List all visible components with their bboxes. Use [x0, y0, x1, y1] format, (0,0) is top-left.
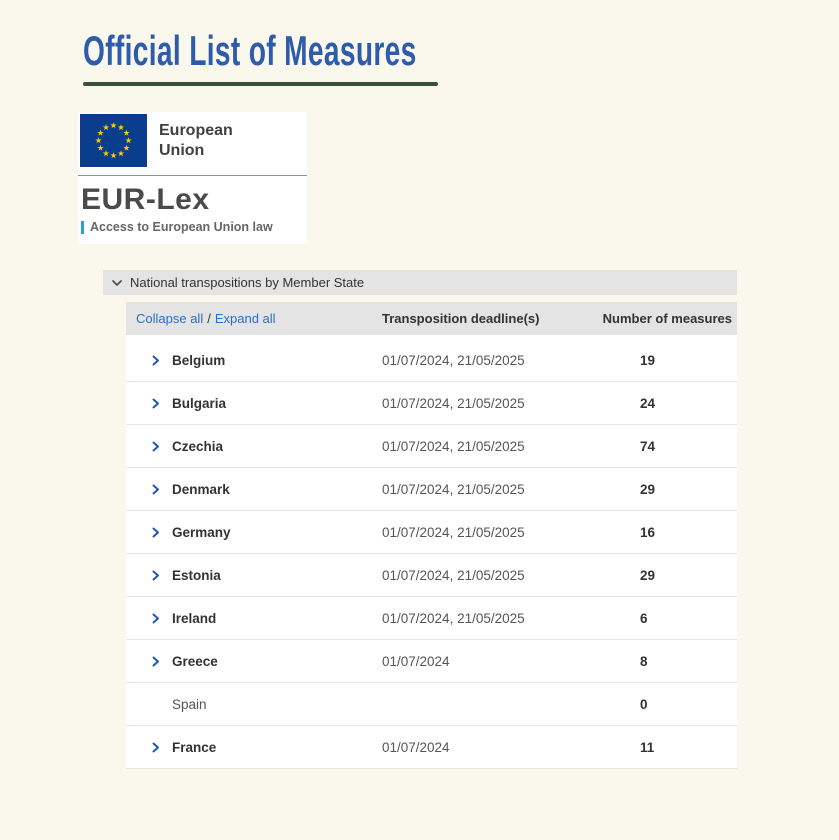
expand-chevron-icon[interactable] — [152, 484, 160, 495]
column-header-measures: Number of measures — [602, 311, 732, 326]
page-title: Official List of Measures — [83, 27, 417, 74]
country-name[interactable]: Belgium — [172, 352, 226, 368]
country-name[interactable]: Czechia — [172, 438, 224, 454]
expand-chevron-icon[interactable] — [152, 742, 160, 753]
table-row — [126, 425, 737, 468]
eu-flag-icon — [80, 114, 147, 167]
table-row — [126, 468, 737, 511]
expand-chevron-icon[interactable] — [152, 656, 160, 667]
table-row — [126, 339, 737, 382]
country-name[interactable]: Estonia — [172, 567, 221, 583]
country-cell — [152, 683, 207, 725]
country-cell — [152, 339, 225, 381]
logo-divider — [78, 175, 307, 176]
country-name[interactable]: Denmark — [172, 481, 230, 497]
table-row — [126, 683, 737, 726]
measures-count: 29 — [640, 481, 656, 497]
controls-separator: / — [207, 311, 211, 326]
eurlex-brand: EUR-Lex — [81, 183, 210, 216]
table-row — [126, 597, 737, 640]
table-row — [126, 726, 737, 769]
eu-wordmark — [159, 121, 233, 161]
deadline-value: 01/07/2024, 21/05/2025 — [382, 395, 525, 411]
country-cell — [152, 382, 226, 424]
deadline-value: 01/07/2024, 21/05/2025 — [382, 438, 525, 454]
country-cell — [152, 597, 216, 639]
measures-count: 29 — [640, 567, 656, 583]
eurlex-tagline — [81, 220, 307, 234]
country-cell — [152, 468, 230, 510]
section-header[interactable] — [103, 270, 737, 295]
table-body — [126, 335, 737, 769]
eu-wordmark-line2: Union — [159, 142, 205, 159]
deadline-value: 01/07/2024 — [382, 739, 450, 755]
deadline-value: 01/07/2024, 21/05/2025 — [382, 524, 525, 540]
measures-count: 19 — [640, 352, 656, 368]
table-row — [126, 382, 737, 425]
tagline-bar — [81, 221, 84, 234]
table-header — [126, 302, 737, 335]
expand-chevron-icon[interactable] — [152, 613, 160, 624]
country-cell — [152, 511, 231, 553]
collapse-all-link[interactable]: Collapse all — [136, 311, 204, 326]
country-cell — [152, 726, 216, 768]
expand-chevron-icon[interactable] — [152, 398, 160, 409]
measures-count: 6 — [640, 610, 648, 626]
country-name[interactable]: Germany — [172, 524, 231, 540]
country-name[interactable]: Ireland — [172, 610, 217, 626]
table-controls — [136, 302, 276, 335]
table-row — [126, 640, 737, 683]
section-title: National transpositions by Member State — [130, 275, 365, 290]
country-cell — [152, 640, 218, 682]
country-name[interactable]: Greece — [172, 653, 218, 669]
transpositions-table — [126, 302, 737, 769]
eu-logo-row — [78, 113, 307, 167]
measures-count: 16 — [640, 524, 656, 540]
country-cell — [152, 554, 221, 596]
country-name[interactable]: Bulgaria — [172, 395, 227, 411]
country-name[interactable]: Spain — [172, 696, 207, 712]
title-underline — [83, 82, 438, 86]
expand-all-link[interactable]: Expand all — [214, 311, 276, 326]
transpositions-section — [103, 270, 737, 769]
deadline-value: 01/07/2024, 21/05/2025 — [382, 567, 525, 583]
measures-count: 11 — [640, 739, 655, 755]
column-header-deadline: Transposition deadline(s) — [382, 311, 540, 326]
deadline-value: 01/07/2024, 21/05/2025 — [382, 610, 525, 626]
eurlex-logo-card — [78, 112, 307, 244]
deadline-value: 01/07/2024 — [382, 653, 450, 669]
expand-chevron-icon[interactable] — [152, 441, 160, 452]
country-name[interactable]: France — [172, 739, 217, 755]
tagline-text: Access to European Union law — [90, 220, 273, 234]
table-row — [126, 554, 737, 597]
chevron-down-icon[interactable] — [112, 280, 122, 286]
measures-count: 0 — [640, 696, 648, 712]
expand-chevron-icon[interactable] — [152, 570, 160, 581]
deadline-value: 01/07/2024, 21/05/2025 — [382, 481, 525, 497]
expand-chevron-icon[interactable] — [152, 527, 160, 538]
measures-count: 8 — [640, 653, 648, 669]
country-cell — [152, 425, 223, 467]
eu-wordmark-line1: European — [159, 122, 233, 139]
expand-chevron-icon[interactable] — [152, 355, 160, 366]
deadline-value: 01/07/2024, 21/05/2025 — [382, 352, 525, 368]
table-row — [126, 511, 737, 554]
measures-count: 74 — [640, 438, 656, 454]
measures-count: 24 — [640, 395, 656, 411]
